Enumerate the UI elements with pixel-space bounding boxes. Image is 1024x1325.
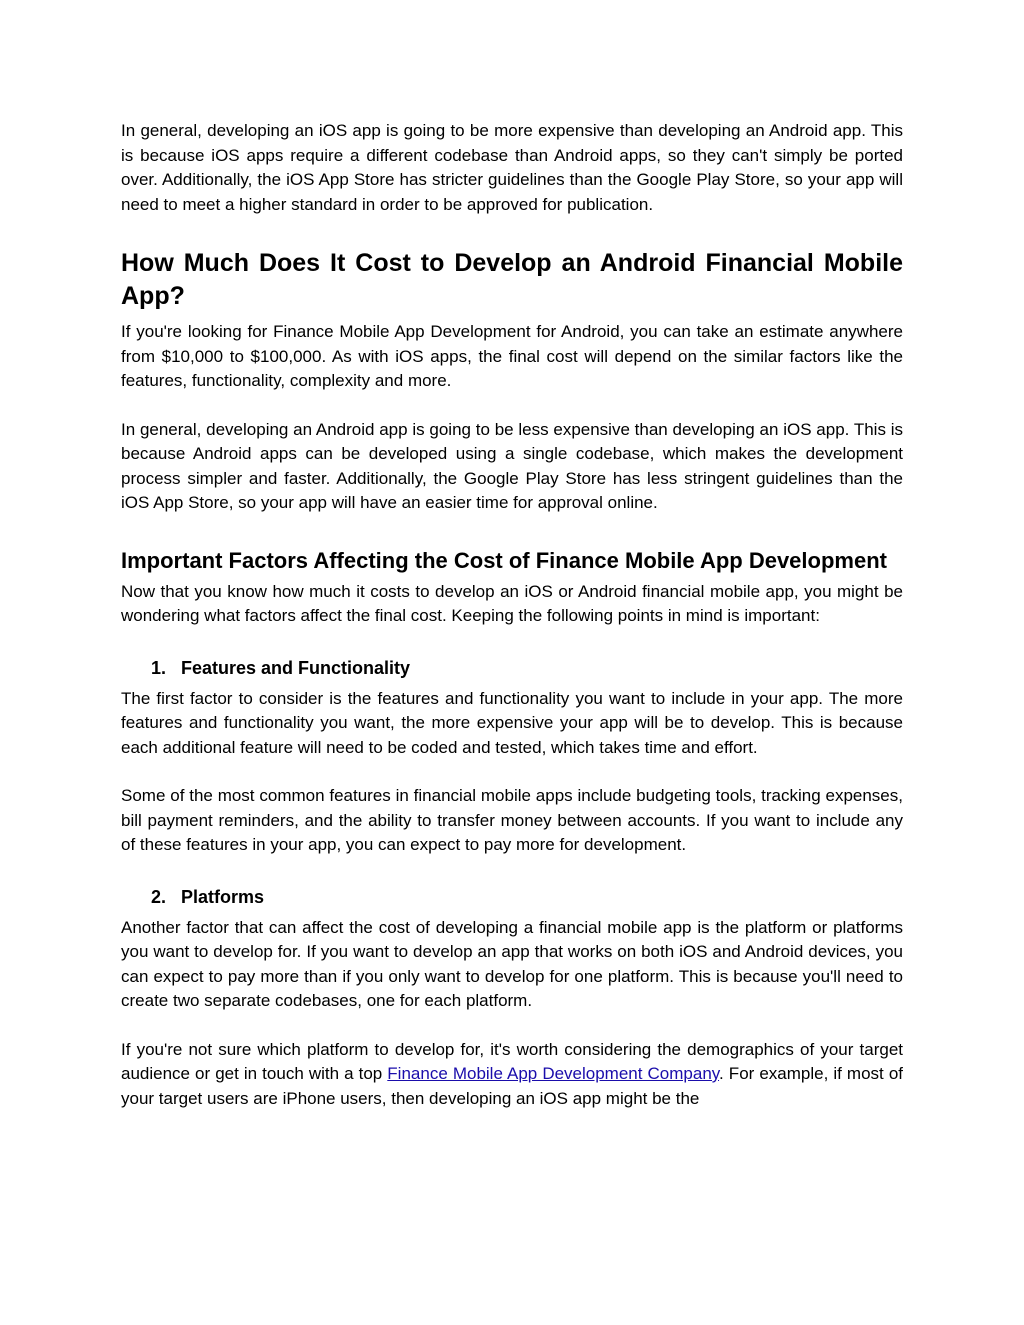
- paragraph-target-audience: [121, 1038, 903, 1112]
- paragraph-features: The first factor to consider is the features and functionality you want to include in your app. The more features and functionality you want, the more expensive your app will be to develop. This is because each additional feature will need to be coded and tested, which takes time and effort.: [121, 688, 903, 757]
- paragraph-android-estimate: If you're looking for Finance Mobile App Development for Android, you can take an estimate anywhere from $10,000 to $100,000. As with iOS apps, the final cost will depend on the similar factors like the features, functionality, complexity and more.: [121, 322, 903, 390]
- paragraph-common-features: Some of the most common features in financial mobile apps include budgeting tools, tracking expenses, bill payment reminders, and the ability to transfer money between accounts. If you want to include any of these features in your app, you can expect to pay more for development.: [121, 786, 903, 854]
- company-link[interactable]: Finance Mobile App Development Company: [387, 1064, 720, 1083]
- subheading-label: Platforms: [181, 886, 265, 907]
- heading-important-factors: Important Factors Affecting the Cost of Finance Mobile App Development: [121, 547, 887, 573]
- list-number: 1.: [151, 657, 167, 678]
- list-number: 2.: [151, 886, 167, 907]
- paragraph-platforms: Another factor that can affect the cost of developing a financial mobile app is the platform or platforms you want to develop for. If you want to develop an app that works on both iOS and Android devices, you can expect to pay more than if you only want to develop for one platform. This is because you'll need to create two separate codebases, one for each platform.: [121, 917, 903, 1010]
- heading-android-cost: How Much Does It Cost to Develop an Android Financial Mobile App?: [121, 249, 903, 310]
- subheading-label: Features and Functionality: [181, 657, 411, 678]
- subheading-platforms: [151, 886, 903, 908]
- text-segment: If you're not sure which platform to develop for, it's worth considering the demographics of your target audience or get in touch with a top: [121, 1039, 903, 1083]
- paragraph-factors-intro: Now that you know how much it costs to develop an iOS or Android financial mobile app, you might be wondering what factors affect the final cost. Keeping the following points in mind is important:: [121, 581, 903, 625]
- paragraph-android-cheaper: In general, developing an Android app is going to be less expensive than developing an iOS app. This is because Android apps can be developed using a single codebase, which makes the development process simpler and faster. Additionally, the Google Play Store has less stringent guidelines than the iOS App Store, so your app will have an easier time for approval online.: [121, 419, 903, 512]
- text-segment: . For example, if most of your target users are iPhone users, then developing an iOS app might be the: [121, 1064, 903, 1108]
- paragraph-ios-cost: In general, developing an iOS app is going to be more expensive than developing an Android app. This is because iOS apps require a different codebase than Android apps, so they can't simply be ported over. Additionally, the iOS App Store has stricter guidelines than the Google Play Store, so your app will need to meet a higher standard in order to be approved for publication.: [121, 121, 903, 214]
- subheading-features: [151, 657, 903, 679]
